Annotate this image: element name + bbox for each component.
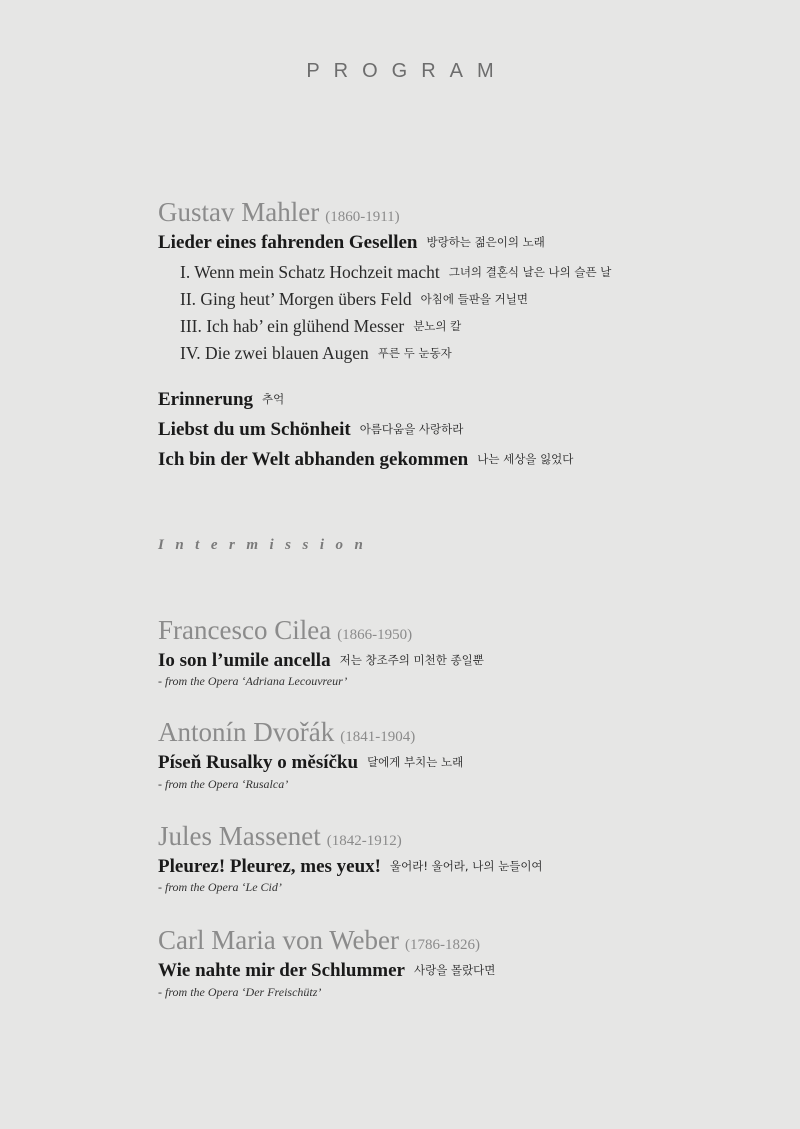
work-title: Lieder eines fahrenden Gesellen xyxy=(158,232,418,253)
composer-name: Gustav Mahler xyxy=(158,197,320,227)
composer-name: Antonín Dvořák xyxy=(158,717,335,747)
work-title: Wie nahte mir der Schlummer xyxy=(158,960,405,981)
composer-weber xyxy=(158,925,480,956)
composer-name: Francesco Cilea xyxy=(158,615,332,645)
opera-source: - from the Opera ‘Le Cid’ xyxy=(158,880,282,894)
opera-source: - from the Opera ‘Der Freischütz’ xyxy=(158,985,322,999)
work-title-korean: 달에게 부치는 노래 xyxy=(367,755,464,769)
page-heading: PROGRAM xyxy=(306,60,508,82)
movement-title-korean: 분노의 칼 xyxy=(413,319,462,333)
composer-mahler xyxy=(158,197,400,228)
work-title: Erinnerung xyxy=(158,389,254,410)
composer-years: (1860-1911) xyxy=(325,209,400,225)
song-ich-bin-der-welt xyxy=(158,449,573,471)
work-title: Pleurez! Pleurez, mes yeux! xyxy=(158,856,381,877)
work-title: Io son l’umile ancella xyxy=(158,650,331,671)
aria-title xyxy=(158,650,484,672)
composer-name: Jules Massenet xyxy=(158,821,321,851)
composer-name: Carl Maria von Weber xyxy=(158,925,399,955)
composer-massenet xyxy=(158,821,402,852)
composer-dvorak xyxy=(158,717,415,748)
movement-title-korean: 그녀의 결혼식 날은 나의 슬픈 날 xyxy=(448,265,612,279)
composer-years: (1842-1912) xyxy=(326,833,402,849)
movement-title-korean: 푸른 두 눈동자 xyxy=(377,346,452,360)
composer-years: (1786-1826) xyxy=(405,937,480,953)
opera-source: - from the Opera ‘Rusalca’ xyxy=(158,777,289,791)
work-title-korean: 아름다움을 사랑하라 xyxy=(359,422,464,436)
song-liebst-du xyxy=(158,419,463,441)
movement-4 xyxy=(180,343,452,364)
work-title-korean: 저는 창조주의 미천한 종일뿐 xyxy=(339,653,484,667)
movement-2 xyxy=(180,289,528,310)
movement-title-korean: 아침에 들판을 거닐면 xyxy=(420,292,528,306)
aria-title xyxy=(158,960,495,982)
movement-title: II. Ging heut’ Morgen übers Feld xyxy=(180,289,412,309)
work-title: Liebst du um Schönheit xyxy=(158,419,351,440)
composer-years: (1841-1904) xyxy=(340,729,416,745)
movement-title: IV. Die zwei blauen Augen xyxy=(180,343,369,363)
composer-years: (1866-1950) xyxy=(337,627,413,643)
intermission-label: Intermission xyxy=(158,537,375,553)
work-title-korean: 사랑을 몰랐다면 xyxy=(413,963,496,977)
aria-title xyxy=(158,856,543,878)
work-title-korean: 방랑하는 젊은이의 노래 xyxy=(426,235,545,249)
work-title: Píseň Rusalky o měsíčku xyxy=(158,752,359,773)
composer-cilea xyxy=(158,615,412,646)
opera-source: - from the Opera ‘Adriana Lecouvreur’ xyxy=(158,674,348,688)
movement-title: III. Ich hab’ ein glühend Messer xyxy=(180,316,405,336)
song-erinnerung xyxy=(158,389,284,411)
aria-title xyxy=(158,752,463,774)
work-title: Ich bin der Welt abhanden gekommen xyxy=(158,449,469,470)
work-title-korean: 나는 세상을 잃었다 xyxy=(477,452,574,466)
movement-3 xyxy=(180,316,461,337)
movement-1 xyxy=(180,262,611,283)
movement-title: I. Wenn mein Schatz Hochzeit macht xyxy=(180,262,440,282)
work-title-korean: 울어라! 울어라, 나의 눈들이여 xyxy=(390,859,543,873)
work-title-korean: 추억 xyxy=(262,392,285,406)
song-cycle-title xyxy=(158,232,545,254)
